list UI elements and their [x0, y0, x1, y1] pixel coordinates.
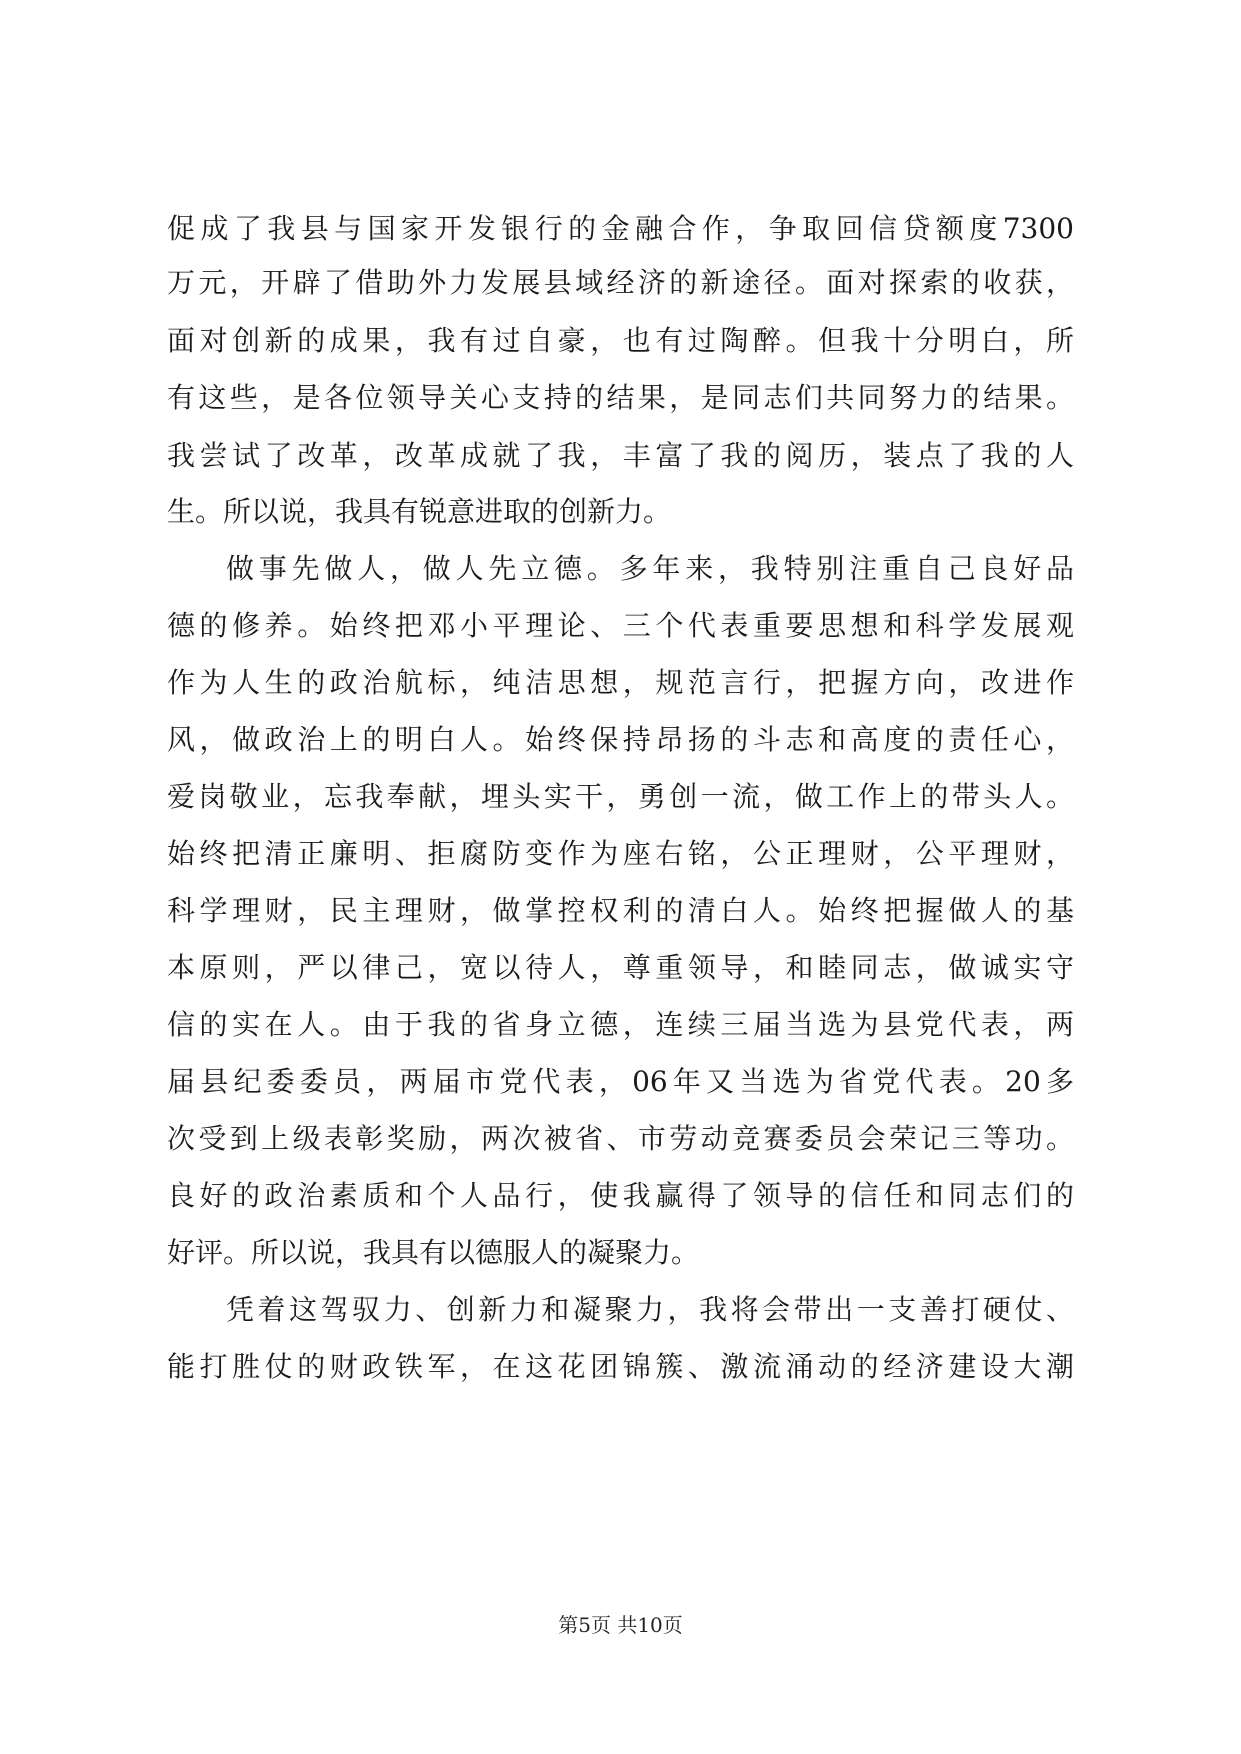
body-text-line: 风，做政治上的明白人。始终保持昂扬的斗志和高度的责任心， — [167, 723, 1074, 756]
paragraph-first-line: 做事先做人，做人先立德。多年来，我特别注重自己良好品 — [226, 552, 1074, 585]
body-text-line: 信的实在人。由于我的省身立德，连续三届当选为县党代表，两 — [167, 1008, 1074, 1041]
page-number-footer: 第5页 共10页 — [558, 1613, 683, 1637]
body-text-line: 有这些，是各位领导关心支持的结果，是同志们共同努力的结果。 — [167, 381, 1074, 414]
body-text-line: 始终把清正廉明、拒腐防变作为座右铭，公正理财，公平理财， — [167, 837, 1074, 870]
body-text-line: 面对创新的成果，我有过自豪，也有过陶醉。但我十分明白，所 — [167, 324, 1074, 357]
body-text-line: 德的修养。始终把邓小平理论、三个代表重要思想和科学发展观 — [167, 609, 1074, 642]
body-text-line: 好评。所以说，我具有以德服人的凝聚力。 — [167, 1236, 700, 1269]
body-text-line: 次受到上级表彰奖励，两次被省、市劳动竞赛委员会荣记三等功。 — [167, 1122, 1074, 1155]
body-text-line: 生。所以说，我具有锐意进取的创新力。 — [167, 495, 672, 528]
body-text-line: 科学理财，民主理财，做掌控权利的清白人。始终把握做人的基 — [167, 894, 1074, 927]
body-text-line: 作为人生的政治航标，纯洁思想，规范言行，把握方向，改进作 — [167, 666, 1074, 699]
body-text-line: 促成了我县与国家开发银行的金融合作，争取回信贷额度7300 — [167, 212, 1074, 245]
body-text-line: 能打胜仗的财政铁军，在这花团锦簇、激流涌动的经济建设大潮 — [167, 1350, 1074, 1383]
body-text-line: 本原则，严以律己，宽以待人，尊重领导，和睦同志，做诚实守 — [167, 951, 1074, 984]
body-text-line: 我尝试了改革，改革成就了我，丰富了我的阅历，装点了我的人 — [167, 439, 1074, 472]
paragraph-first-line: 凭着这驾驭力、创新力和凝聚力，我将会带出一支善打硬仗、 — [226, 1293, 1074, 1326]
body-text-line: 万元，开辟了借助外力发展县域经济的新途径。面对探索的收获， — [167, 266, 1074, 299]
body-text-line: 爱岗敬业，忘我奉献，埋头实干，勇创一流，做工作上的带头人。 — [167, 780, 1074, 813]
body-text-line: 良好的政治素质和个人品行，使我赢得了领导的信任和同志们的 — [167, 1179, 1074, 1212]
body-text-line: 届县纪委委员，两届市党代表，06年又当选为省党代表。20多 — [167, 1065, 1074, 1098]
